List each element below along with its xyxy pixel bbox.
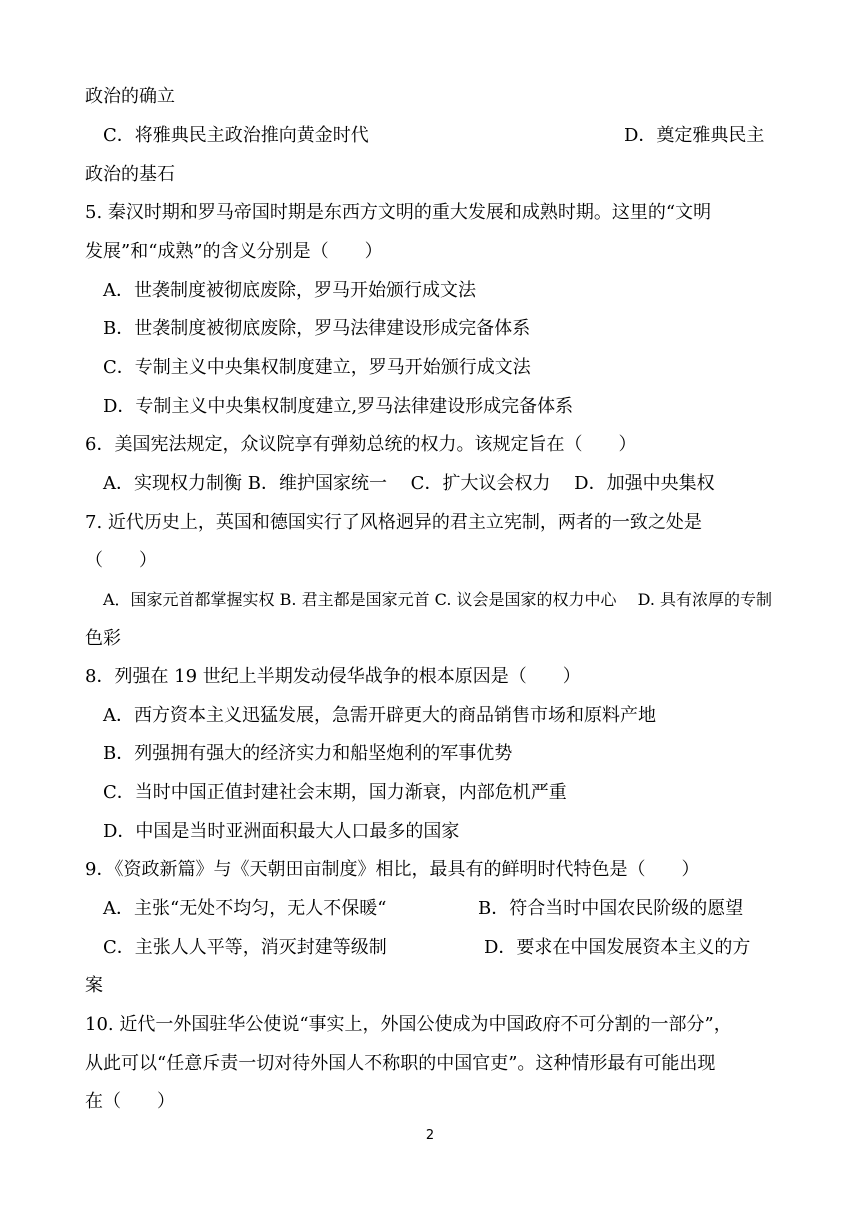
options-row: A．国家元首都掌握实权 B. 君主都是国家元首 C. 议会是国家的权力中心 D. 具有浓厚的专制 [103,590,773,609]
option-d: D．奠定雅典民主 [624,125,765,146]
question-9: 9．《资政新篇》与《天朝田亩制度》相比，最具有的鲜明时代特色是（ ） [85,859,700,880]
option-c: C．专制主义中央集权制度建立，罗马开始颁行成文法 [103,357,531,378]
question-10: 10. 近代一外国驻华公使说“事实上，外国公使成为中国政府不可分割的一部分”， [85,1014,732,1035]
option-c: C．主张人人平等，消灭封建等级制 [103,937,387,958]
option-c: C．将雅典民主政治推向黄金时代 [103,125,369,146]
options-row: A．实现权力制衡 B．维护国家统一 C．扩大议会权力 D．加强中央集权 [103,473,715,494]
text-line: 政治的基石 [85,164,175,185]
text-line: 政治的确立 [85,86,175,107]
page-number: 2 [425,1128,435,1143]
question-5: 5. 秦汉时期和罗马帝国时期是东西方文明的重大发展和成熟时期。这里的“文明 [85,202,712,223]
question-6: 6．美国宪法规定，众议院享有弹劾总统的权力。该规定旨在（ ） [85,434,637,455]
option-b: B．符合当时中国农民阶级的愿望 [478,898,744,919]
question-7: 7. 近代历史上，英国和德国实行了风格迥异的君主立宪制，两者的一致之处是 [85,512,702,533]
option-d: D．专制主义中央集权制度建立,罗马法律建设形成完备体系 [103,396,574,417]
question-8: 8．列强在 19 世纪上半期发动侵华战争的根本原因是（ ） [85,666,581,687]
text-line: 发展”和“成熟”的含义分别是（ ） [85,241,383,262]
option-d: D．要求在中国发展资本主义的方 [484,937,751,958]
option-c: C．当时中国正值封建社会末期，国力渐衰，内部危机严重 [103,782,567,803]
text-line: 从此可以“任意斥责一切对待外国人不称职的中国官吏”。这种情形最有可能出现 [85,1053,716,1074]
text-line: 案 [85,975,103,996]
text-line: （ ） [85,550,157,571]
option-a: A．主张“无处不均匀，无人不保暖“ [103,898,387,919]
option-a: A．世袭制度被彻底废除，罗马开始颁行成文法 [103,280,476,301]
option-b: B．列强拥有强大的经济实力和船坚炮利的军事优势 [103,743,513,764]
text-line: 色彩 [85,628,121,649]
option-d: D．中国是当时亚洲面积最大人口最多的国家 [103,821,460,842]
option-a: A．西方资本主义迅猛发展，急需开辟更大的商品销售市场和原料产地 [103,705,656,726]
text-line: 在（ ） [85,1091,175,1112]
option-b: B．世袭制度被彻底废除，罗马法律建设形成完备体系 [103,318,531,339]
